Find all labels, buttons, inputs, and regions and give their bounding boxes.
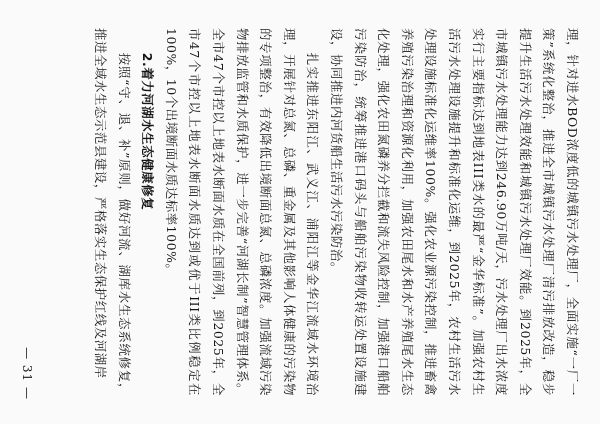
section-heading: 2.着力河湖水生态健康修复 [140, 52, 156, 211]
page-number: — 31 — [20, 347, 34, 400]
page-body [0, 28, 584, 396]
paragraph-1: 理，针对进水BOD浓度低的城镇污水处理厂，全面实施“一厂一策”系统化整治，推进全市城镇污水处理厂清污排放改造，稳步提升生活污水处理效能和城镇污水处理厂效能。到2025年，全市城镇污水处理能力达到246.90万吨/天，污水处理厂出水浓度实行主要指标达到地表III类水的最严“金华标准”。加强农村生活污水处理设施提升和标准化运维，到2025年，农村生活污水处理设施标准化运维率100%。强化农业源污染控制，推进畜禽养殖污染治理和资源化利用，加强农田尾水和水产养殖尾水生态化处理，强化农田氮磷养分拦截和流失风险控制，加强港口船舶污染防治，统筹推进港口码头与船舶污染物收转运处置设施建设，协同推进内河货船生活污水污染防治。 [329, 28, 580, 396]
paragraph-2: 扎实推进东阳江、武义江、浦阳江等金华江流域水环境治理，开展针对总氮、总磷、重金属及其他影响人体健康的污染物的专项整治，有效降低出境断面总氮、总磷浓度。加强流域污染物排放监管和水质保护，进一步完善“河湖长制”智慧管理体系。全市47个市控以上地表水断面水质在全国前列，到2025年，全市47个市控以上地表水断面水质达到或优于III类比例稳定在100%，10个出境断面水质达标率100%。 [163, 28, 321, 396]
paragraph-3: 按照“守、退、补”原则，做好河流、湖库水生态系统修复，推进全域水生态示范县建设，严格落实生态保护红线及河湖岸 [93, 28, 132, 396]
